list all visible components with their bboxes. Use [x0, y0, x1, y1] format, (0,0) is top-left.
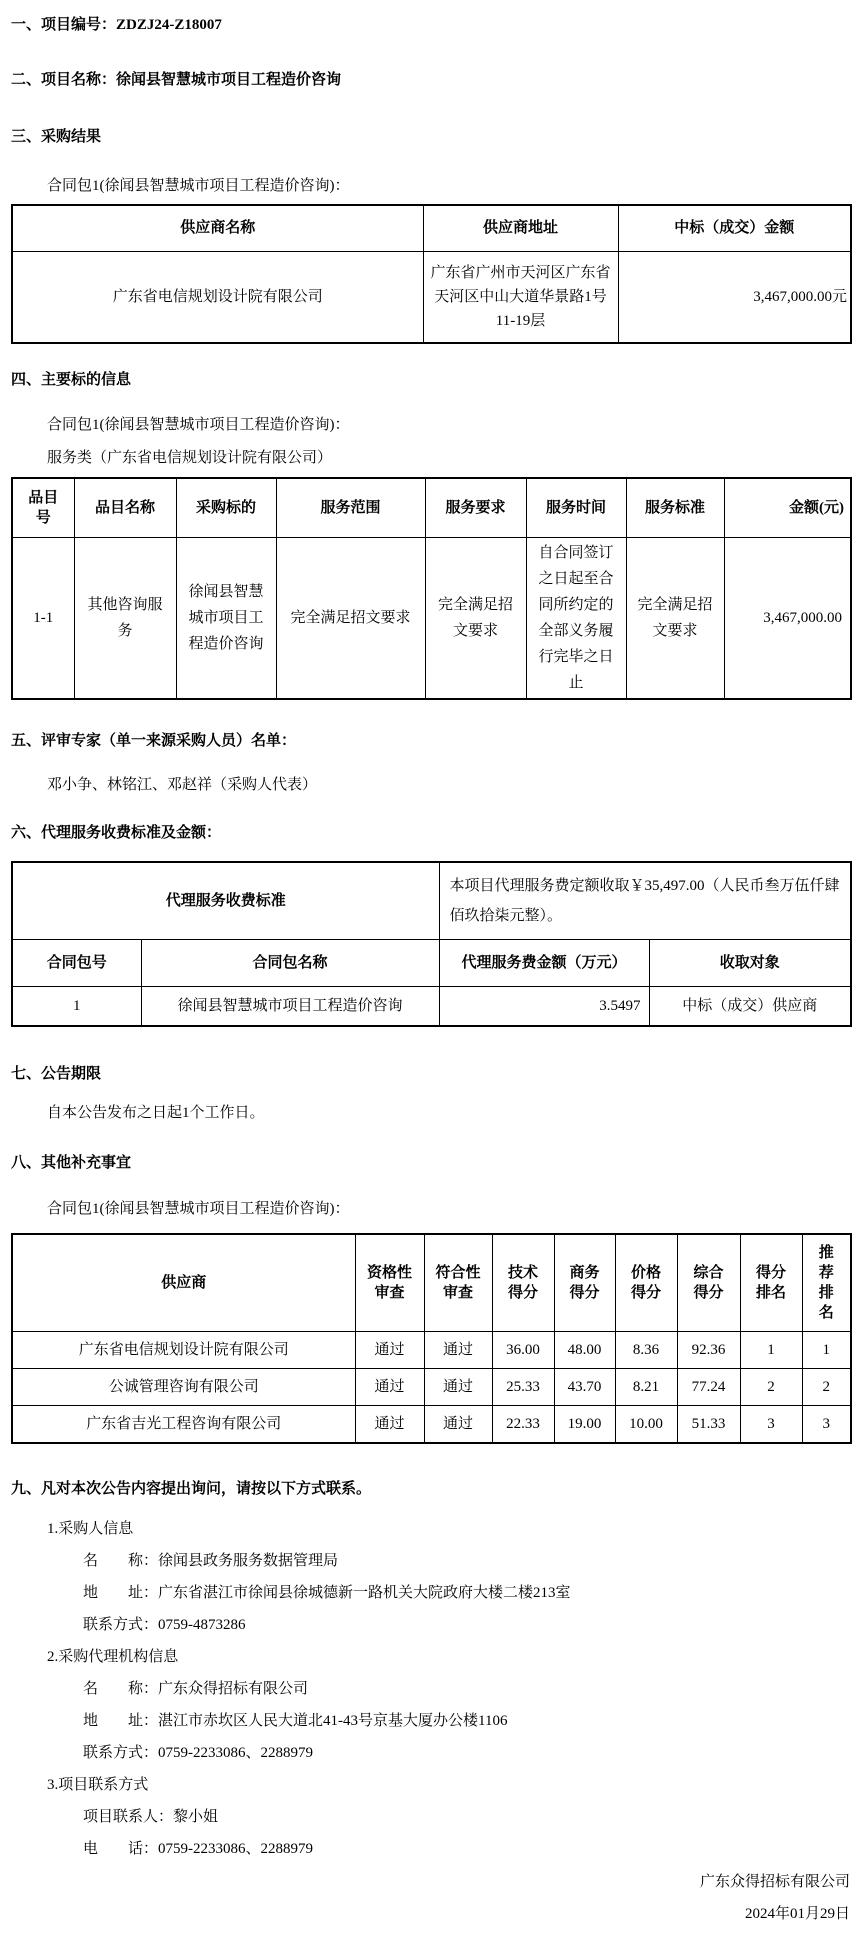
s4-package-line: 合同包1(徐闻县智慧城市项目工程造价咨询)： — [47, 416, 350, 433]
project-contact-person: 项目联系人：黎小姐 — [83, 1808, 219, 1825]
qualification-cell: 通过 — [355, 1405, 424, 1443]
price-score-cell: 10.00 — [615, 1405, 677, 1443]
table-header-row — [12, 478, 851, 538]
table-header-cell: 得分排名 — [740, 1234, 802, 1332]
table-header-cell: 采购标的 — [176, 478, 276, 538]
fee-standard-label: 代理服务收费标准 — [12, 862, 439, 940]
total-score-cell: 92.36 — [677, 1331, 740, 1368]
fee-payer-cell: 中标（成交）供应商 — [649, 986, 851, 1026]
bid-item-table — [11, 477, 852, 700]
project-contact-phone: 电 话：0759-2233086、2288979 — [83, 1840, 313, 1857]
fee-amount-cell: 3.5497 — [439, 986, 649, 1026]
price-score-cell: 8.21 — [615, 1368, 677, 1405]
total-score-cell: 51.33 — [677, 1405, 740, 1443]
table-row — [12, 1368, 851, 1405]
table-header-cell: 符合性审查 — [424, 1234, 492, 1332]
section-8-heading: 八、其他补充事宜 — [11, 1154, 132, 1171]
table-row — [12, 1405, 851, 1443]
agency-fee-table — [11, 861, 852, 1027]
table-row — [12, 986, 851, 1026]
supplier-name-cell: 广东省电信规划设计院有限公司 — [12, 1331, 355, 1368]
table-header-cell: 代理服务费金额（万元） — [439, 939, 649, 986]
footer-company: 广东众得招标有限公司 — [699, 1873, 850, 1890]
procurement-target-cell: 徐闻县智慧城市项目工程造价咨询 — [176, 537, 276, 699]
tech-score-cell: 36.00 — [492, 1331, 554, 1368]
package-no-cell: 1 — [12, 986, 141, 1026]
table-header-cell: 供应商 — [12, 1234, 355, 1332]
table-row — [12, 251, 851, 343]
business-score-cell: 19.00 — [554, 1405, 615, 1443]
table-header-cell: 品目名称 — [74, 478, 176, 538]
conformity-cell: 通过 — [424, 1368, 492, 1405]
section-3-heading: 三、采购结果 — [11, 129, 102, 145]
business-score-cell: 43.70 — [554, 1368, 615, 1405]
section-9-heading: 九、凡对本次公告内容提出询问，请按以下方式联系。 — [11, 1480, 372, 1497]
fee-standard-text: 本项目代理服务费定额收取￥35,497.00（人民币叁万伍仟肆佰玖拾柒元整）。 — [439, 862, 851, 940]
score-table — [11, 1233, 852, 1444]
qualification-cell: 通过 — [355, 1368, 424, 1405]
supplier-name-cell: 广东省电信规划设计院有限公司 — [12, 251, 423, 343]
table-header-cell: 服务范围 — [276, 478, 425, 538]
project-contact-title: 3.项目联系方式 — [47, 1776, 149, 1793]
s3-package-line: 合同包1(徐闻县智慧城市项目工程造价咨询)： — [47, 178, 350, 194]
purchaser-contact: 联系方式：0759-4873286 — [83, 1616, 246, 1633]
table-header-cell: 金额(元) — [724, 478, 851, 538]
table-header-cell: 品目号 — [12, 478, 74, 538]
award-amount-cell: 3,467,000.00元 — [618, 251, 851, 343]
purchaser-address: 地 址：广东省湛江市徐闻县徐城德新一路机关大院政府大楼二楼213室 — [83, 1584, 571, 1601]
tech-score-cell: 25.33 — [492, 1368, 554, 1405]
service-scope-cell: 完全满足招文要求 — [276, 537, 425, 699]
table-header-cell: 供应商地址 — [423, 205, 618, 251]
section-5-heading: 五、评审专家（单一来源采购人员）名单： — [11, 732, 297, 749]
conformity-cell: 通过 — [424, 1405, 492, 1443]
table-row — [12, 537, 851, 699]
supplier-result-table — [11, 204, 852, 344]
agency-name: 名 称：广东众得招标有限公司 — [83, 1680, 309, 1697]
table-header-row — [12, 939, 851, 986]
announcement-period-text: 自本公告发布之日起1个工作日。 — [47, 1104, 265, 1121]
table-header-cell: 服务要求 — [425, 478, 526, 538]
tech-score-cell: 22.33 — [492, 1405, 554, 1443]
business-score-cell: 48.00 — [554, 1331, 615, 1368]
recommend-rank-cell: 2 — [802, 1368, 851, 1405]
footer-date: 2024年01月29日 — [744, 1905, 850, 1922]
table-header-cell: 资格性审查 — [355, 1234, 424, 1332]
service-time-cell: 自合同签订之日起至合同所约定的全部义务履行完毕之日止 — [526, 537, 626, 699]
table-header-cell: 供应商名称 — [12, 205, 423, 251]
score-rank-cell: 1 — [740, 1331, 802, 1368]
table-header-row — [12, 205, 851, 251]
recommend-rank-cell: 3 — [802, 1405, 851, 1443]
agency-address: 地 址：湛江市赤坎区人民大道北41-43号京基大厦办公楼1106 — [83, 1712, 508, 1729]
conformity-cell: 通过 — [424, 1331, 492, 1368]
table-header-cell: 合同包名称 — [141, 939, 439, 986]
table-header-cell: 价格得分 — [615, 1234, 677, 1332]
expert-names: 邓小争、林铭江、邓赵祥（采购人代表） — [47, 776, 318, 793]
total-score-cell: 77.24 — [677, 1368, 740, 1405]
supplier-name-cell: 公诚管理咨询有限公司 — [12, 1368, 355, 1405]
purchaser-name: 名 称：徐闻县政务服务数据管理局 — [83, 1552, 339, 1569]
service-requirement-cell: 完全满足招文要求 — [425, 537, 526, 699]
table-header-cell: 合同包号 — [12, 939, 141, 986]
section-4-heading: 四、主要标的信息 — [11, 371, 132, 388]
service-standard-cell: 完全满足招文要求 — [626, 537, 724, 699]
supplier-address-cell: 广东省广州市天河区广东省天河区中山大道华景路1号11-19层 — [423, 251, 618, 343]
table-header-cell: 服务标准 — [626, 478, 724, 538]
purchaser-info-title: 1.采购人信息 — [47, 1520, 134, 1537]
table-header-cell: 技术得分 — [492, 1234, 554, 1332]
section-6-heading: 六、代理服务收费标准及金额： — [11, 824, 222, 841]
table-header-cell: 服务时间 — [526, 478, 626, 538]
s4-category-line: 服务类（广东省电信规划设计院有限公司） — [47, 449, 333, 466]
recommend-rank-cell: 1 — [802, 1331, 851, 1368]
table-header-row — [12, 1234, 851, 1332]
section-2-heading: 二、项目名称：徐闻县智慧城市项目工程造价咨询 — [11, 72, 342, 88]
table-header-cell: 综合得分 — [677, 1234, 740, 1332]
table-header-cell: 中标（成交）金额 — [618, 205, 851, 251]
s8-package-line: 合同包1(徐闻县智慧城市项目工程造价咨询)： — [47, 1200, 350, 1217]
package-name-cell: 徐闻县智慧城市项目工程造价咨询 — [141, 986, 439, 1026]
table-row — [12, 1331, 851, 1368]
price-score-cell: 8.36 — [615, 1331, 677, 1368]
table-header-cell: 推荐排名 — [802, 1234, 851, 1332]
amount-cell: 3,467,000.00 — [724, 537, 851, 699]
qualification-cell: 通过 — [355, 1331, 424, 1368]
supplier-name-cell: 广东省吉光工程咨询有限公司 — [12, 1405, 355, 1443]
score-rank-cell: 3 — [740, 1405, 802, 1443]
agency-contact: 联系方式：0759-2233086、2288979 — [83, 1744, 313, 1761]
table-header-cell: 收取对象 — [649, 939, 851, 986]
section-7-heading: 七、公告期限 — [11, 1065, 102, 1082]
score-rank-cell: 2 — [740, 1368, 802, 1405]
section-1-heading: 一、项目编号：ZDZJ24-Z18007 — [11, 17, 222, 33]
table-header-cell: 商务得分 — [554, 1234, 615, 1332]
fee-standard-row — [12, 862, 851, 940]
agency-info-title: 2.采购代理机构信息 — [47, 1648, 179, 1665]
item-no-cell: 1-1 — [12, 537, 74, 699]
item-name-cell: 其他咨询服务 — [74, 537, 176, 699]
